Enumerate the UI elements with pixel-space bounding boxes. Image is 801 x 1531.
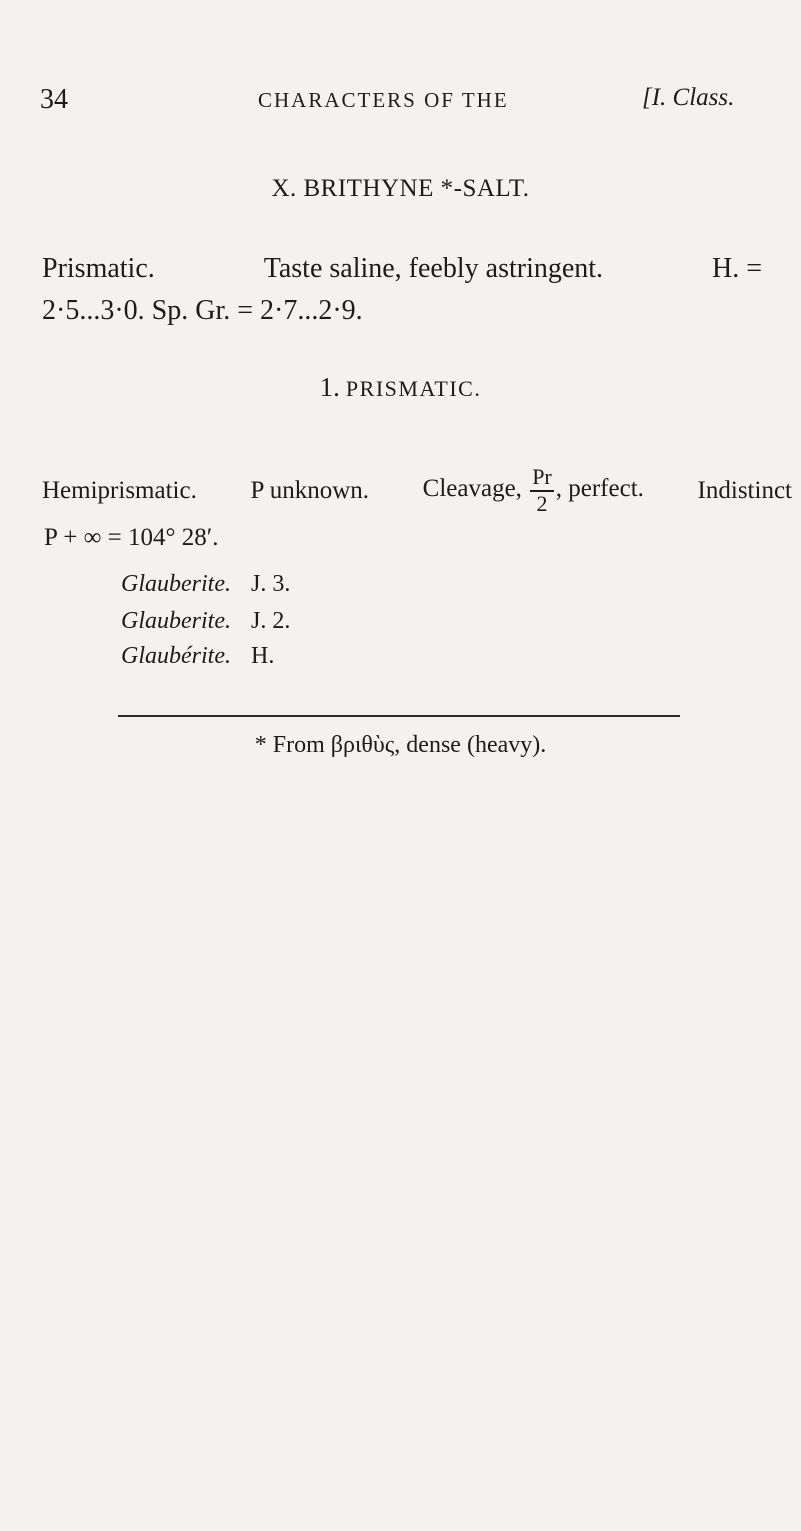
reference-name: Glaubérite. (121, 643, 231, 669)
reference-row (121, 643, 274, 670)
reference-name: Glauberite. (121, 571, 231, 597)
page-number: 34 (40, 84, 68, 115)
description-line-1 (42, 253, 762, 285)
description-taste: Taste saline, feebly astringent. (263, 253, 604, 284)
species-form: Hemiprismatic. (42, 476, 197, 504)
description-line-2: 2·5...3·0. Sp. Gr. = 2·7...2·9. (42, 295, 363, 326)
reference-name: Glauberite. (121, 608, 231, 634)
species-number: 1. (319, 372, 340, 402)
reference-source: J. 2. (251, 608, 291, 634)
fraction-denominator: 2 (536, 491, 548, 516)
species-p-value: P unknown. (250, 476, 370, 504)
species-indistinct: Indistinct (697, 476, 792, 504)
reference-source: J. 3. (251, 571, 291, 597)
species-title (0, 372, 801, 403)
reference-row (121, 571, 290, 598)
class-label: [I. Class. (642, 84, 735, 111)
species-name: PRISMATIC. (345, 376, 482, 401)
angle-measurement: P + ∞ = 104° 28′. (44, 524, 219, 551)
cleavage-label: Cleavage, (422, 475, 522, 503)
cleavage-tail: , perfect. (555, 475, 644, 503)
reference-source: H. (251, 643, 275, 669)
description-form: Prismatic. (42, 253, 155, 284)
fraction-numerator: Pr (532, 464, 552, 489)
section-title: X. BRITHYNE *-SALT. (271, 175, 530, 202)
species-cleavage (423, 466, 644, 515)
description-hardness-label: H. = (711, 253, 762, 284)
footnote: * From βριθὺς, dense (heavy). (254, 732, 547, 758)
footnote-divider (118, 715, 680, 717)
running-title: CHARACTERS OF THE (258, 88, 509, 112)
species-description (42, 466, 792, 515)
cleavage-fraction (530, 466, 554, 515)
reference-row (121, 608, 290, 635)
